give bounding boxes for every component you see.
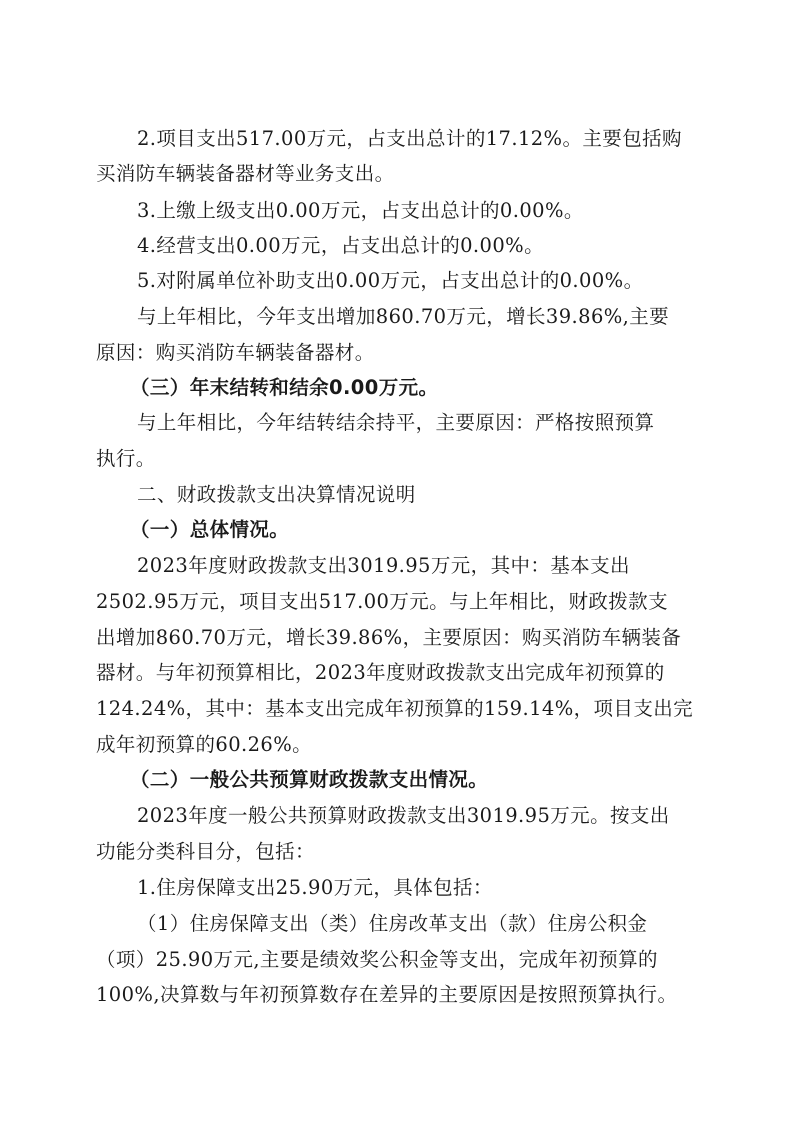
subsection-heading: （一）总体情况。 [130, 518, 290, 541]
subsection-heading: （二）一般公共预算财政拨款支出情况。 [130, 768, 489, 791]
paragraph-line: 器材。与年初预算相比，2023年度财政拨款支出完成年初预算的 [96, 661, 665, 684]
paragraph-line: 2502.95万元，项目支出517.00万元。与上年相比，财政拨款支 [96, 590, 668, 613]
paragraph-line: 1.住房保障支出25.90万元，具体包括： [137, 876, 493, 899]
paragraph-line: 买消防车辆装备器材等业务支出。 [96, 162, 395, 185]
paragraph-line: 3.上缴上级支出0.00万元，占支出总计的0.00%。 [137, 199, 584, 222]
paragraph-line: （1）住房保障支出（类）住房改革支出（款）住房公积金 [137, 912, 648, 935]
paragraph-line: 执行。 [96, 447, 156, 470]
paragraph-line: 5.对附属单位补助支出0.00万元，占支出总计的0.00%。 [137, 269, 644, 292]
paragraph-line: 124.24%，其中：基本支出完成年初预算的159.14%，项目支出完 [96, 697, 694, 720]
paragraph-line: 100%,决算数与年初预算数存在差异的主要原因是按照预算执行。 [96, 983, 678, 1006]
paragraph-line: 2.项目支出517.00万元，占支出总计的17.12%。主要包括购 [137, 127, 682, 150]
section-heading: 二、财政拨款支出决算情况说明 [137, 483, 416, 506]
paragraph-line: 2023年度财政拨款支出3019.95万元，其中：基本支出 [137, 554, 630, 577]
paragraph-line: 2023年度一般公共预算财政拨款支出3019.95万元。按支出 [137, 804, 670, 827]
paragraph-line: （项）25.90万元,主要是绩效奖公积金等支出，完成年初预算的 [96, 948, 658, 971]
section-heading: （三）年末结转和结余0.00万元。 [130, 376, 439, 399]
paragraph-line: 与上年相比，今年支出增加860.70万元，增长39.86%,主要 [137, 305, 670, 328]
paragraph-line: 4.经营支出0.00万元，占支出总计的0.00%。 [137, 234, 544, 257]
paragraph-line: 成年初预算的60.26%。 [96, 733, 313, 756]
paragraph-line: 功能分类科目分，包括： [96, 840, 315, 863]
paragraph-line: 出增加860.70万元，增长39.86%，主要原因：购买消防车辆装备 [96, 626, 682, 649]
paragraph-line: 原因：购买消防车辆装备器材。 [96, 341, 375, 364]
paragraph-line: 与上年相比，今年结转结余持平，主要原因：严格按照预算 [137, 411, 655, 434]
